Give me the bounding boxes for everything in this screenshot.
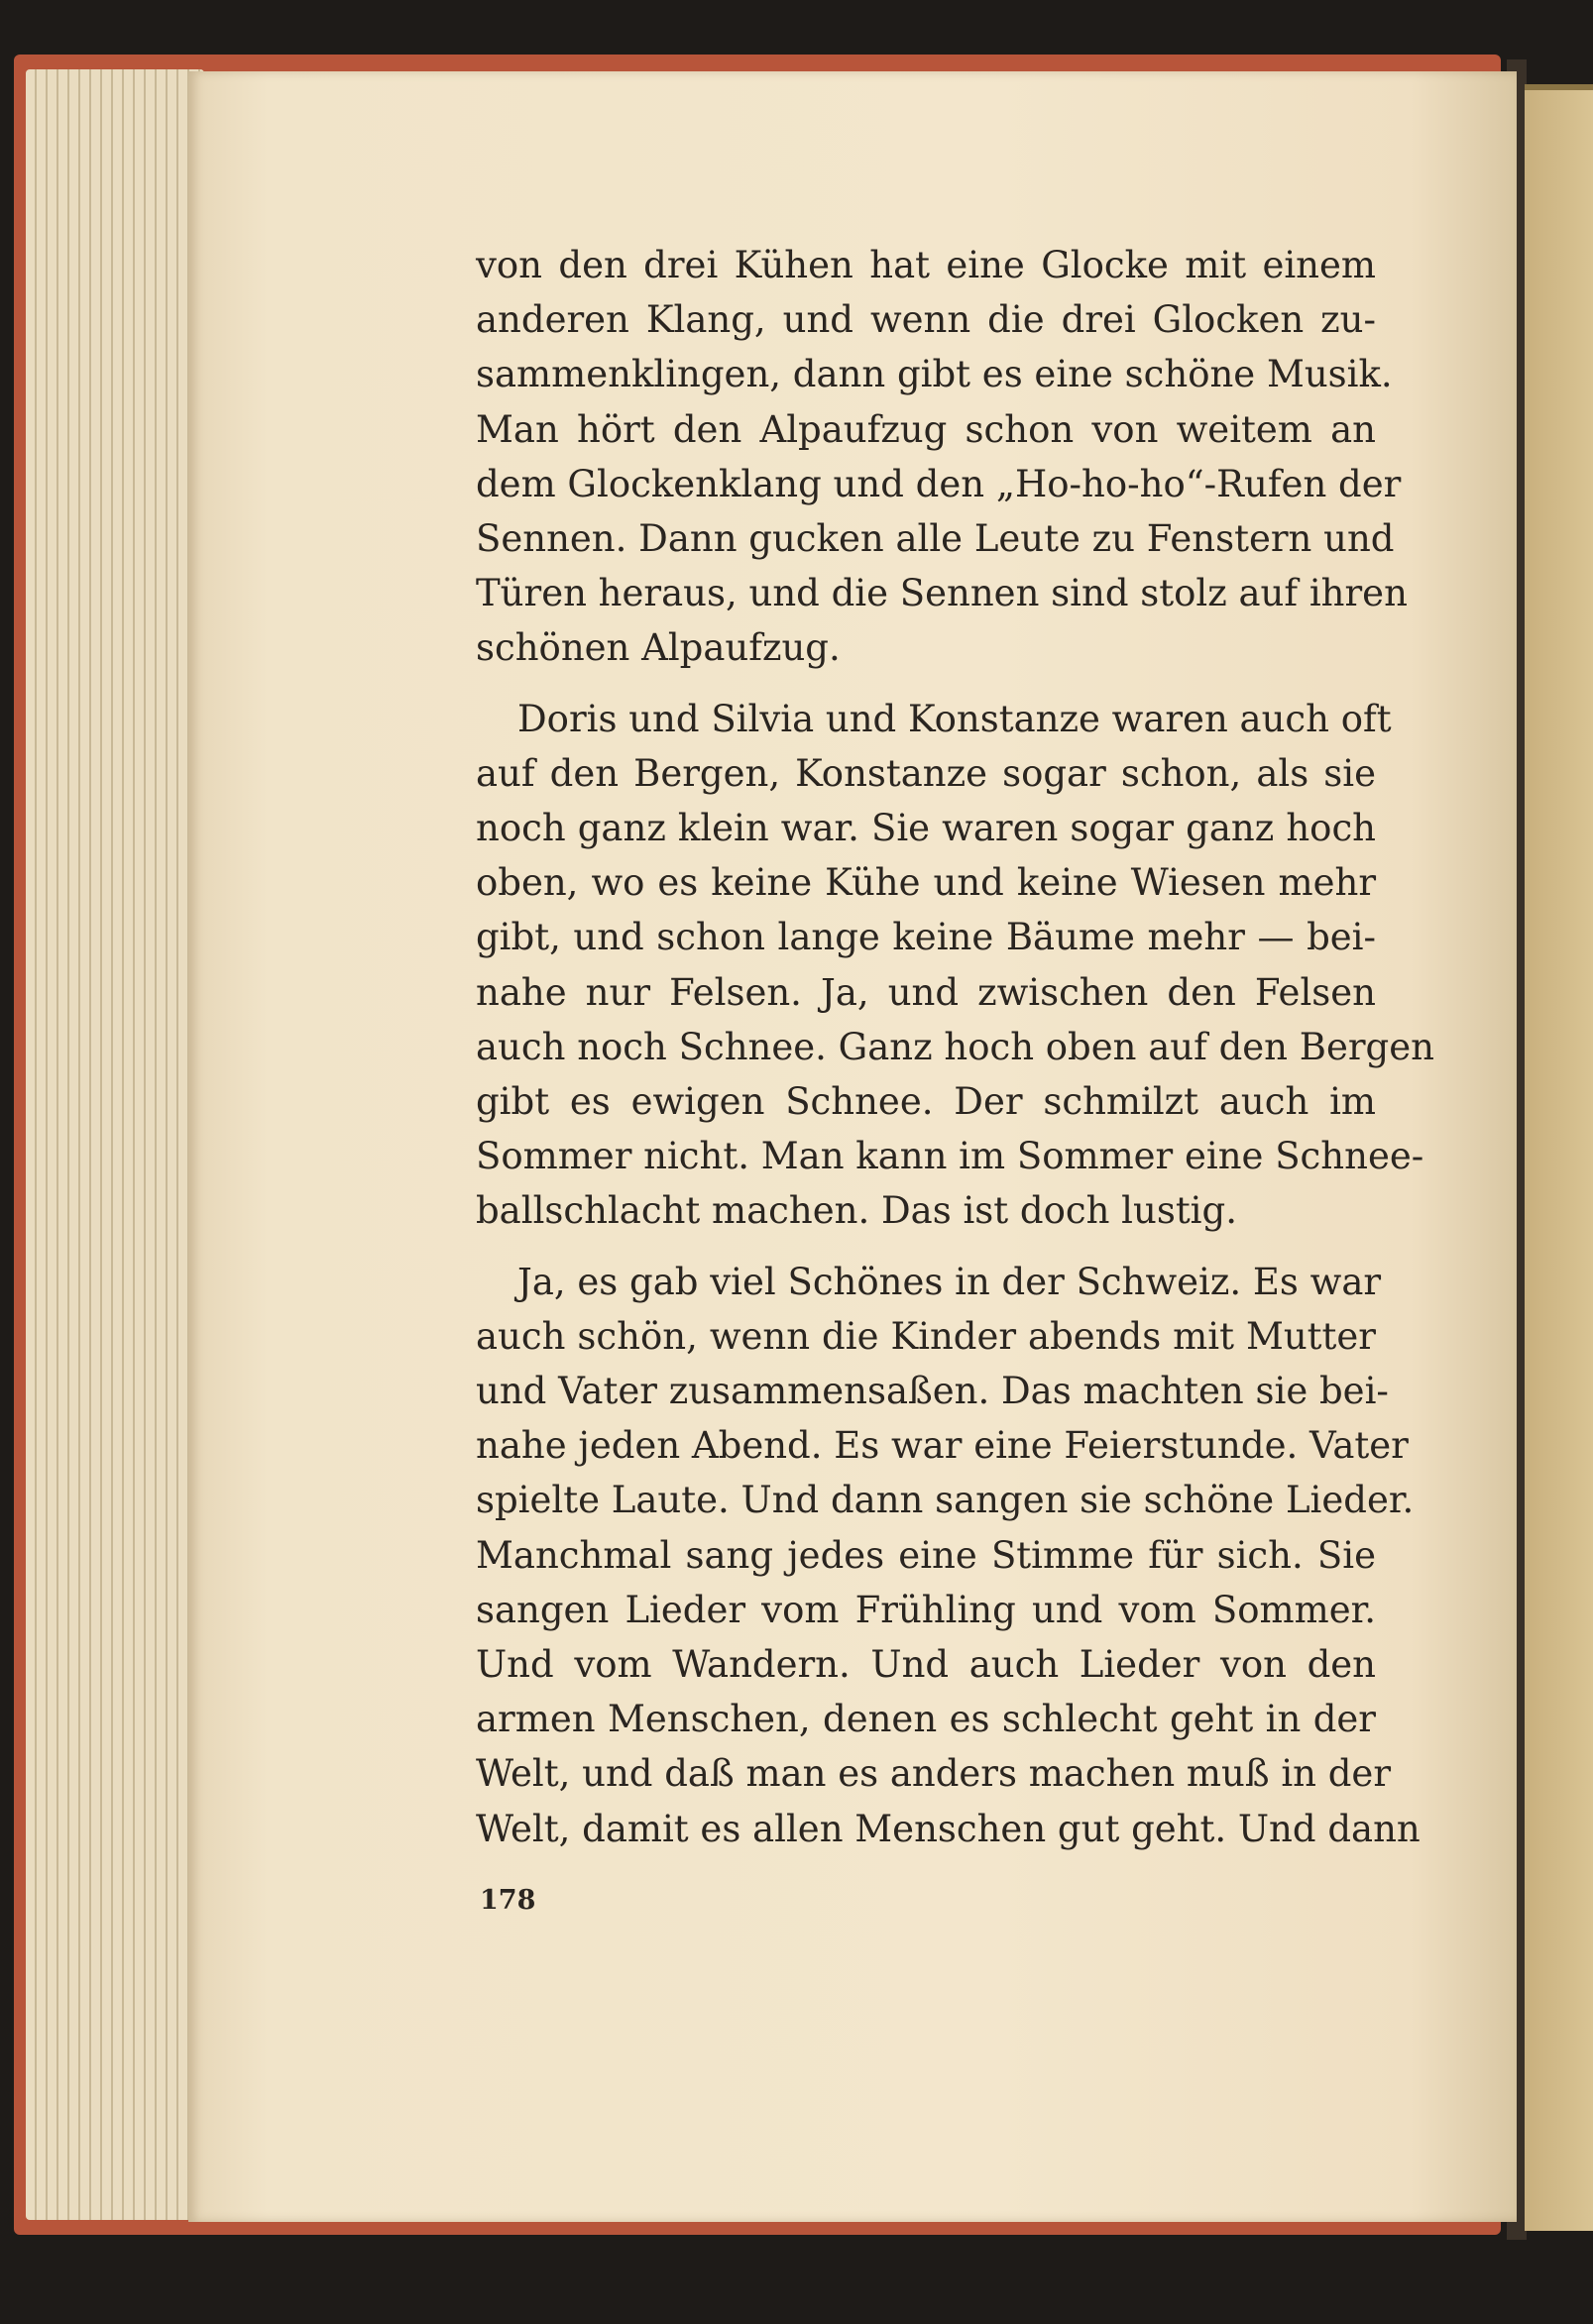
text-line: Sommer nicht. Man kann im Sommer eine Schnee- bbox=[476, 1135, 1424, 1178]
text-line: sangen Lieder vom Frühling und vom Sommer. bbox=[476, 1588, 1376, 1631]
next-page-edge bbox=[1525, 84, 1593, 2231]
paragraph bbox=[476, 1255, 1421, 1856]
text-line: schönen Alpaufzug. bbox=[476, 626, 841, 670]
text-line: auf den Bergen, Konstanze sogar schon, als sie bbox=[476, 751, 1376, 795]
text-line: sammenklingen, dann gibt es eine schöne Musik. bbox=[476, 353, 1393, 396]
text-line: noch ganz klein war. Sie waren sogar ganz hoch bbox=[476, 807, 1376, 850]
text-line: Doris und Silvia und Konstanze waren auch oft bbox=[517, 697, 1392, 740]
text-line: gibt, und schon lange keine Bäume mehr — bei- bbox=[476, 916, 1376, 959]
text-line: Sennen. Dann gucken alle Leute zu Fenstern und bbox=[476, 517, 1395, 561]
text-line: Manchmal sang jedes eine Stimme für sich. Sie bbox=[476, 1533, 1376, 1577]
text-line: Welt, damit es allen Menschen gut geht. Und dann bbox=[476, 1807, 1421, 1850]
text-line: von den drei Kühen hat eine Glocke mit einem bbox=[476, 244, 1376, 286]
page-number: 178 bbox=[480, 1885, 536, 1916]
text-line: auch noch Schnee. Ganz hoch oben auf den Bergen bbox=[476, 1025, 1434, 1068]
text-line: Und vom Wandern. Und auch Lieder von den bbox=[476, 1643, 1376, 1687]
text-line: Türen heraus, und die Sennen sind stolz auf ihren bbox=[476, 572, 1408, 615]
text-line: oben, wo es keine Kühe und keine Wiesen mehr bbox=[476, 861, 1376, 905]
text-line: dem Glockenklang und den „Ho-ho-ho“-Rufen der bbox=[476, 462, 1402, 505]
text-line: ballschlacht machen. Das ist doch lustig. bbox=[476, 1189, 1237, 1233]
text-line: spielte Laute. Und dann sangen sie schöne Lieder. bbox=[476, 1479, 1415, 1522]
paragraph bbox=[476, 692, 1434, 1239]
page-body-text bbox=[476, 238, 1434, 1856]
text-line: und Vater zusammensaßen. Das machten sie bei- bbox=[476, 1370, 1389, 1413]
page-stack-edges bbox=[26, 69, 204, 2220]
text-line: Welt, und daß man es anders machen muß in der bbox=[476, 1752, 1392, 1796]
text-line: Man hört den Alpaufzug schon von weitem an bbox=[476, 407, 1376, 451]
text-line: nahe nur Felsen. Ja, und zwischen den Felsen bbox=[476, 970, 1376, 1014]
paragraph bbox=[476, 238, 1408, 676]
text-line: gibt es ewigen Schnee. Der schmilzt auch im bbox=[476, 1080, 1376, 1124]
text-line: nahe jeden Abend. Es war eine Feierstunde. Vater bbox=[476, 1424, 1409, 1468]
text-line: Ja, es gab viel Schönes in der Schweiz. Es war bbox=[517, 1260, 1382, 1303]
text-line: anderen Klang, und wenn die drei Glocken zu- bbox=[476, 298, 1376, 342]
text-line: auch schön, wenn die Kinder abends mit Mutter bbox=[476, 1314, 1376, 1358]
text-line: armen Menschen, denen es schlecht geht in der bbox=[476, 1698, 1376, 1741]
